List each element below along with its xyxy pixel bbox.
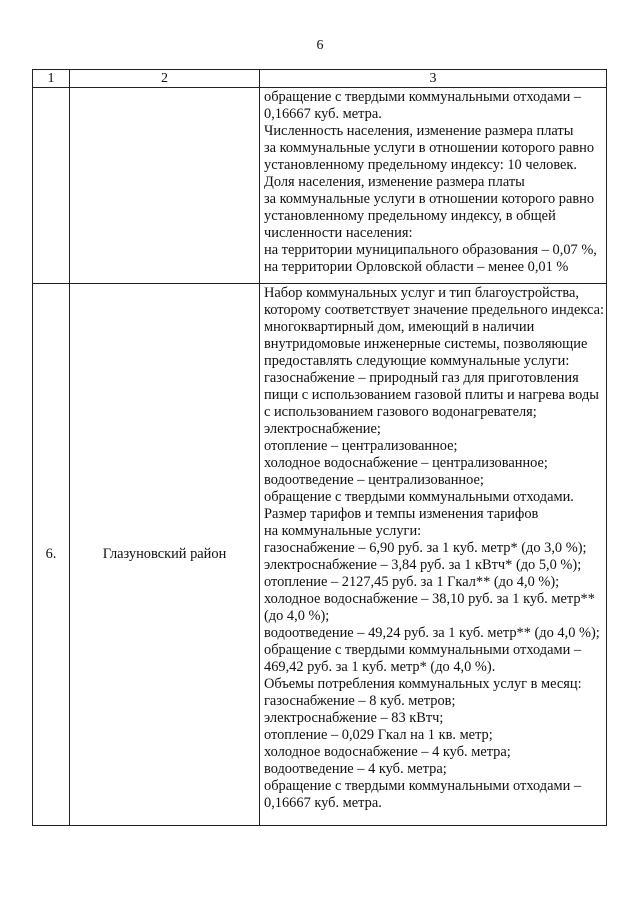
text-line: водоотведение – 4 куб. метра; bbox=[264, 761, 447, 777]
header-col-1: 1 bbox=[33, 70, 70, 88]
text-line: газоснабжение – 6,90 руб. за 1 куб. метр* (до 3,0 %); bbox=[264, 540, 587, 556]
text-line: обращение с твердыми коммунальными отходами – bbox=[264, 778, 582, 794]
text-line: 0,16667 куб. метра. bbox=[264, 795, 382, 811]
text-line: на коммунальные услуги: bbox=[264, 523, 422, 539]
text-line: электроснабжение – 3,84 руб. за 1 кВтч* (до 5,0 %); bbox=[264, 557, 582, 573]
text-line: газоснабжение – природный газ для приготовления bbox=[264, 370, 579, 386]
text-line: установленному предельному индексу: 10 человек. bbox=[264, 157, 578, 173]
text-line: которому соответствует значение предельного индекса: bbox=[264, 302, 604, 318]
text-line: водоотведение – централизованное; bbox=[264, 472, 484, 488]
text-line: многоквартирный дом, имеющий в наличии bbox=[264, 319, 535, 335]
description-cell bbox=[260, 284, 607, 826]
text-line: отопление – 2127,45 руб. за 1 Гкал** (до 4,0 %); bbox=[264, 574, 560, 590]
text-line: за коммунальные услуги в отношении которого равно bbox=[264, 140, 595, 156]
text-line: установленному предельному индексу, в общей bbox=[264, 208, 556, 224]
text-line: Доля населения, изменение размера платы bbox=[264, 174, 525, 190]
text-line: за коммунальные услуги в отношении которого равно bbox=[264, 191, 595, 207]
text-line: обращение с твердыми коммунальными отходами. bbox=[264, 489, 574, 505]
text-line: газоснабжение – 8 куб. метров; bbox=[264, 693, 456, 709]
text-line: холодное водоснабжение – 4 куб. метра; bbox=[264, 744, 511, 760]
text-line: предоставлять следующие коммунальные услуги: bbox=[264, 353, 570, 369]
row-number-cell bbox=[33, 88, 70, 284]
text-line: водоотведение – 49,24 руб. за 1 куб. метр** (до 4,0 %); bbox=[264, 625, 600, 641]
text-line: Набор коммунальных услуг и тип благоустройства, bbox=[264, 285, 579, 301]
text-line: обращение с твердыми коммунальными отходами – bbox=[264, 89, 582, 105]
header-col-2: 2 bbox=[70, 70, 260, 88]
text-line: 469,42 руб. за 1 куб. метр* (до 4,0 %). bbox=[264, 659, 496, 675]
row-number-cell: 6. bbox=[33, 284, 70, 826]
text-line: электроснабжение; bbox=[264, 421, 381, 437]
text-line: с использованием газового водонагревателя; bbox=[264, 404, 537, 420]
text-line: холодное водоснабжение – централизованное; bbox=[264, 455, 548, 471]
text-line: обращение с твердыми коммунальными отходами – bbox=[264, 642, 582, 658]
page-number: 6 bbox=[316, 38, 324, 53]
text-line: (до 4,0 %); bbox=[264, 608, 330, 624]
text-line: отопление – централизованное; bbox=[264, 438, 458, 454]
district-cell bbox=[70, 88, 260, 284]
text-line: холодное водоснабжение – 38,10 руб. за 1 куб. метр** bbox=[264, 591, 595, 607]
table-row bbox=[33, 284, 607, 826]
table-row bbox=[33, 88, 607, 284]
text-line: численности населения: bbox=[264, 225, 413, 241]
text-line: внутридомовые инженерные системы, позволяющие bbox=[264, 336, 588, 352]
text-line: на территории Орловской области – менее 0,01 % bbox=[264, 259, 569, 275]
tariff-table bbox=[32, 69, 607, 826]
text-line: отопление – 0,029 Гкал на 1 кв. метр; bbox=[264, 727, 493, 743]
text-line: Объемы потребления коммунальных услуг в месяц: bbox=[264, 676, 582, 692]
description-cell bbox=[260, 88, 607, 284]
header-col-3: 3 bbox=[260, 70, 607, 88]
table-header-row bbox=[33, 70, 607, 88]
text-line: на территории муниципального образования – 0,07 %, bbox=[264, 242, 597, 258]
text-line: пищи с использованием газовой плиты и нагрева воды bbox=[264, 387, 599, 403]
text-line: электроснабжение – 83 кВтч; bbox=[264, 710, 444, 726]
text-line: Численность населения, изменение размера платы bbox=[264, 123, 574, 139]
text-line: 0,16667 куб. метра. bbox=[264, 106, 382, 122]
district-cell: Глазуновский район bbox=[70, 284, 260, 826]
text-line: Размер тарифов и темпы изменения тарифов bbox=[264, 506, 539, 522]
